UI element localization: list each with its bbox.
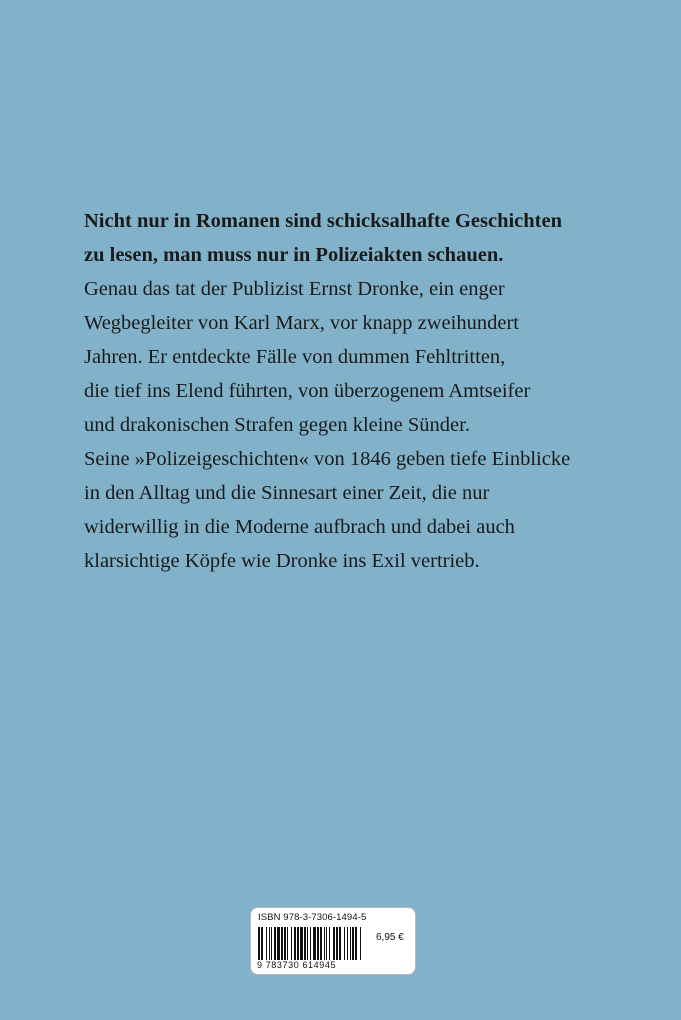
isbn-barcode-label [250,907,416,975]
blurb-line: Wegbegleiter von Karl Marx, vor knapp zweihundert [84,312,519,334]
blurb-line: Jahren. Er entdeckte Fälle von dummen Fehltritten, [84,346,506,368]
blurb-line: widerwillig in die Moderne aufbrach und dabei auch [84,516,515,538]
blurb-lead-line-1: Nicht nur in Romanen sind schicksalhafte Geschichten [84,210,563,232]
blurb-line: die tief ins Elend führten, von überzogenem Amtseifer [84,380,531,402]
blurb-lead-line-2: zu lesen, man muss nur in Polizeiakten schauen. [84,244,504,266]
blurb-line: und drakonischen Strafen gegen kleine Sünder. [84,414,470,436]
blurb-line: Genau das tat der Publizist Ernst Dronke, ein enger [84,278,505,300]
price-label: 6,95 € [376,932,404,943]
blurb-line: Seine »Polizeigeschichten« von 1846 geben tiefe Einblicke [84,448,571,470]
barcode-digits: 9 783730 614945 [257,960,337,970]
blurb-line: in den Alltag und die Sinnesart einer Zeit, die nur [84,482,490,504]
isbn-text: ISBN 978-3-7306-1494-5 [258,912,367,923]
back-cover-blurb [84,204,604,578]
blurb-line: klarsichtige Köpfe wie Dronke ins Exil vertrieb. [84,550,480,572]
barcode-icon [258,927,362,960]
